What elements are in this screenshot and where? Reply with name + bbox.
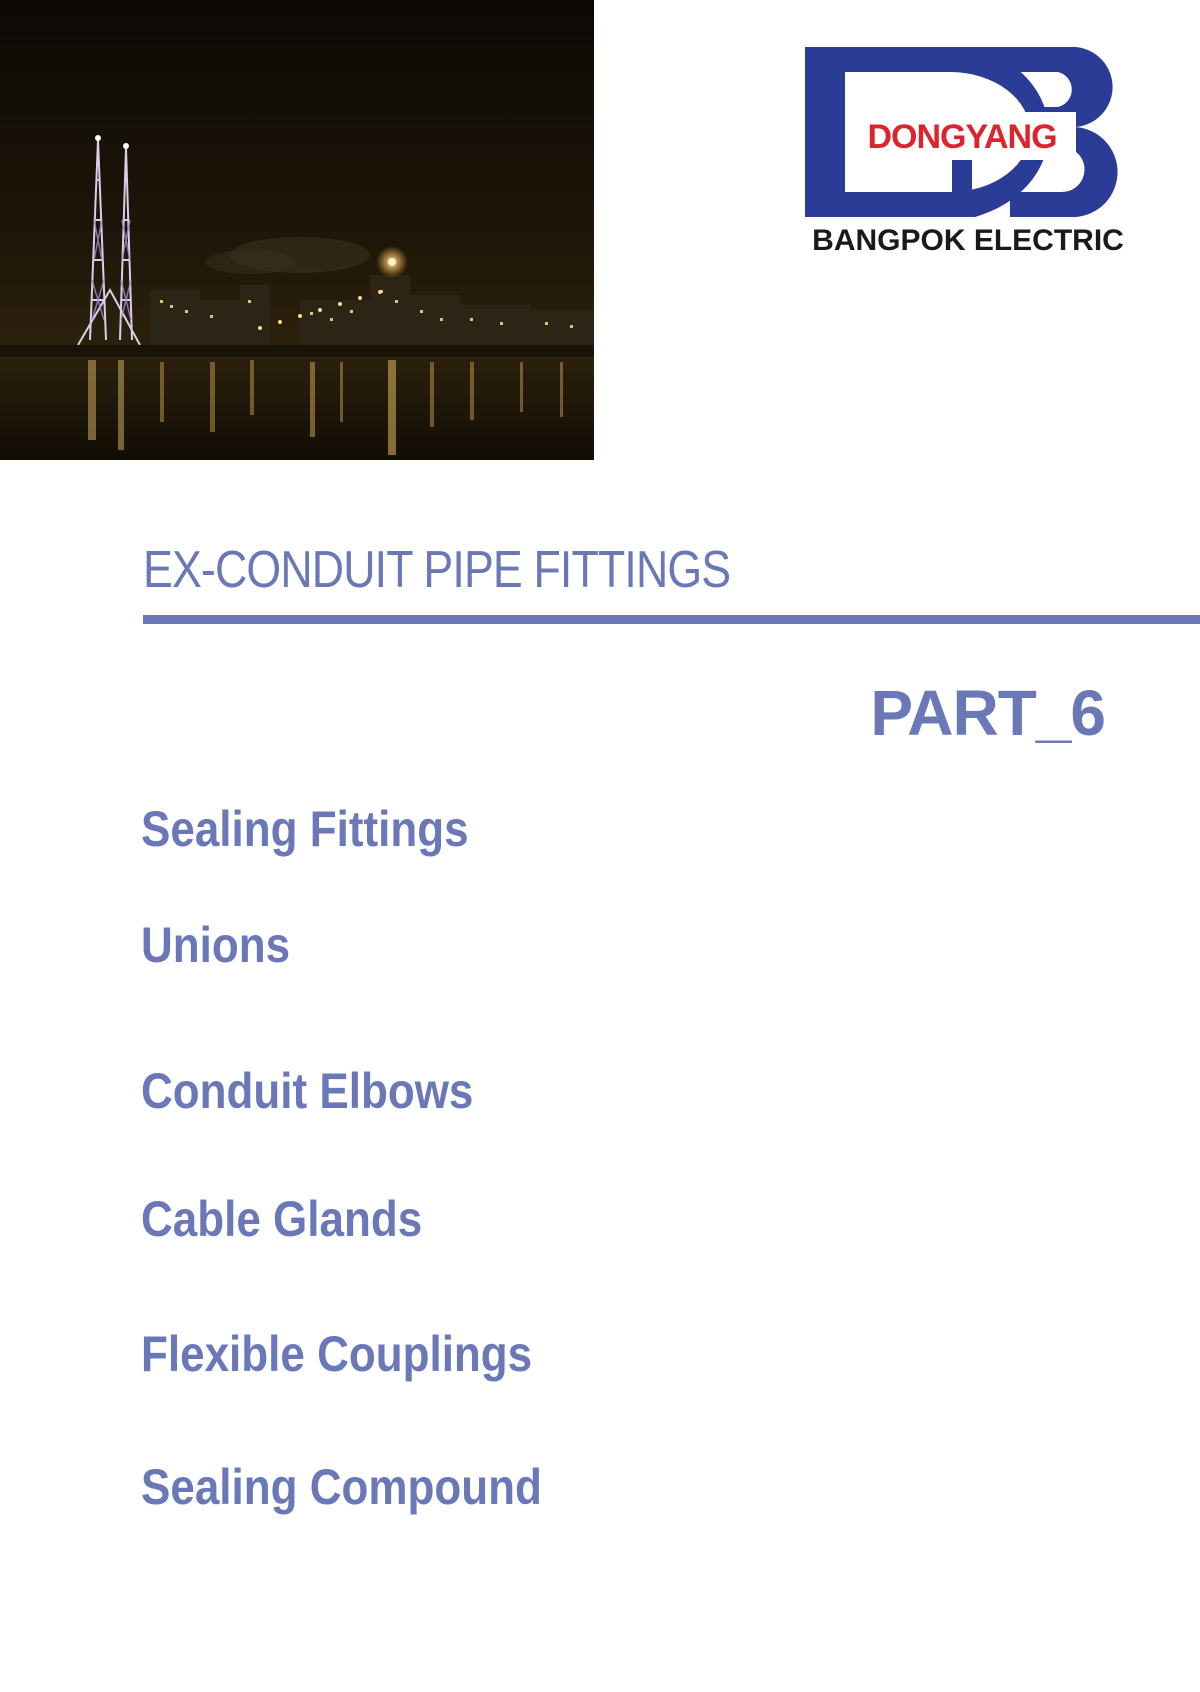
logo-brand-text: DONGYANG <box>867 118 1057 156</box>
contents-item-sealing-fittings: Sealing Fittings <box>141 801 469 857</box>
cover-photo-power-plant <box>0 0 594 460</box>
contents-item-unions: Unions <box>141 917 291 973</box>
contents-item-sealing-compound: Sealing Compound <box>141 1459 542 1515</box>
logo-subtitle-text: BANGPOK ELECTRIC <box>812 224 1124 257</box>
part-number: PART_6 <box>870 677 1105 749</box>
contents-item-cable-glands: Cable Glands <box>141 1191 423 1247</box>
contents-item-conduit-elbows: Conduit Elbows <box>141 1063 474 1119</box>
document-title: EX-CONDUIT PIPE FITTINGS <box>143 541 731 599</box>
title-divider <box>143 615 1200 624</box>
company-logo <box>800 42 1130 272</box>
contents-item-flexible-couplings: Flexible Couplings <box>141 1326 533 1382</box>
